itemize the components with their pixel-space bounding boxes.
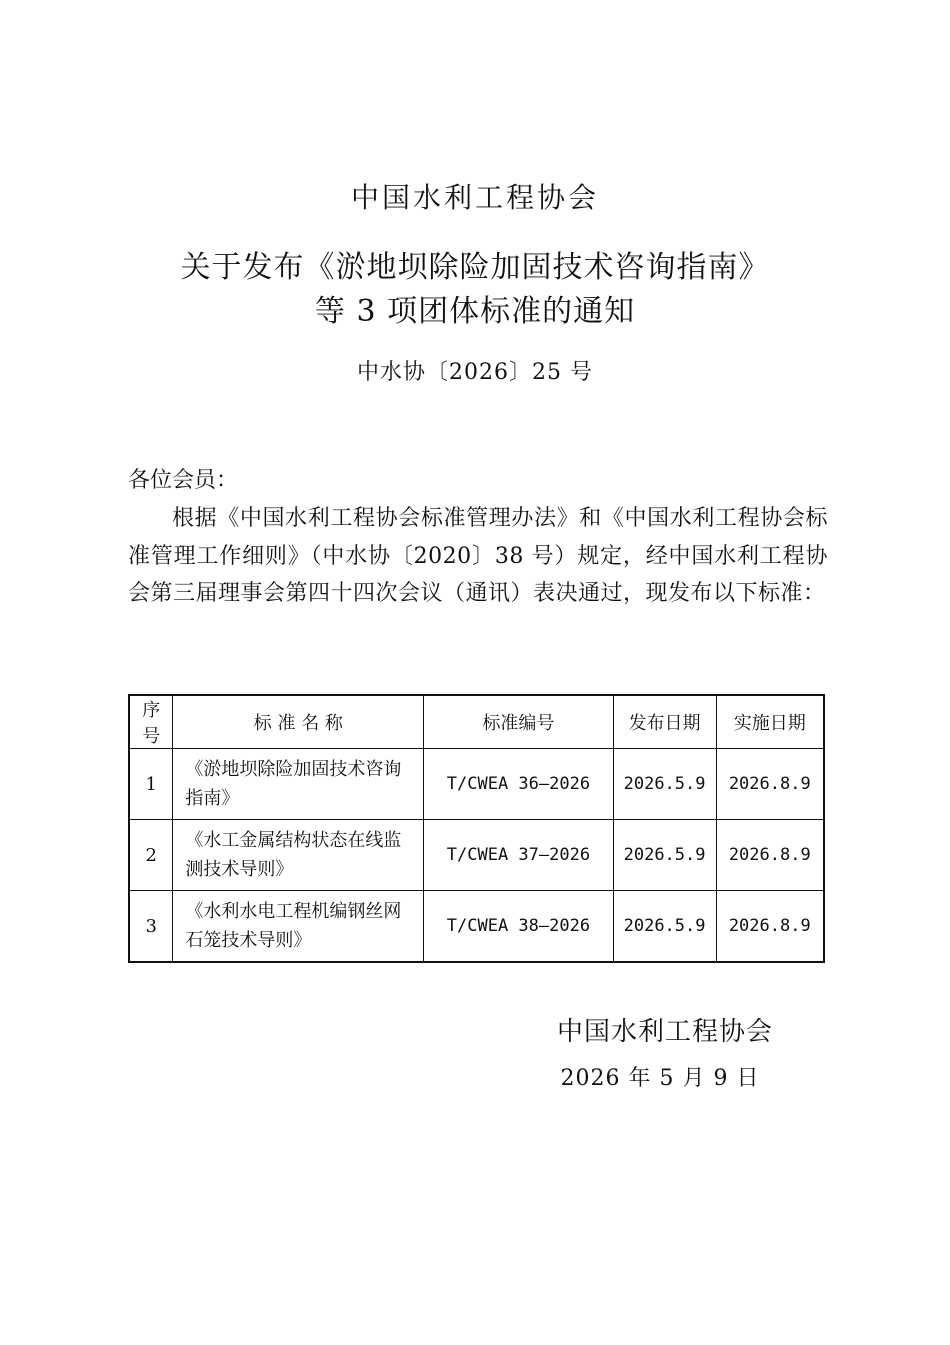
column-header-number: 序号 bbox=[129, 695, 173, 749]
column-header-code: 标准编号 bbox=[424, 695, 613, 749]
document-title-line-1: 关于发布《淤地坝除险加固技术咨询指南》 bbox=[180, 250, 770, 285]
effective-date: 2026.8.9 bbox=[716, 820, 824, 891]
signature-date: 2026 年 5 月 9 日 bbox=[560, 1066, 760, 1091]
table-header-row bbox=[129, 695, 824, 749]
column-header-effective-date: 实施日期 bbox=[716, 695, 824, 749]
issuing-organization-header: 中国水利工程协会 bbox=[350, 181, 599, 214]
publish-date: 2026.5.9 bbox=[613, 820, 716, 891]
row-number: 1 bbox=[129, 749, 173, 820]
salutation: 各位会员： bbox=[128, 468, 239, 493]
document-title-line-2: 等 3 项团体标准的通知 bbox=[314, 294, 636, 329]
publish-date: 2026.5.9 bbox=[613, 891, 716, 963]
standard-code: T/CWEA 36—2026 bbox=[424, 749, 613, 820]
standard-code: T/CWEA 38—2026 bbox=[424, 891, 613, 963]
effective-date: 2026.8.9 bbox=[716, 749, 824, 820]
effective-date: 2026.8.9 bbox=[716, 891, 824, 963]
row-number: 2 bbox=[129, 820, 173, 891]
publish-date: 2026.5.9 bbox=[613, 749, 716, 820]
standard-name: 《淤地坝除险加固技术咨询指南》 bbox=[173, 749, 424, 820]
body-paragraph: 根据《中国水利工程协会标准管理办法》和《中国水利工程协会标准管理工作细则》（中水协〔2020〕38 号）规定，经中国水利工程协会第三届理事会第四十四次会议（通讯）表决通过，现发布以下标准： bbox=[128, 506, 828, 606]
document-title bbox=[0, 246, 950, 334]
table-row bbox=[129, 749, 824, 820]
column-header-name: 标 准 名 称 bbox=[173, 695, 424, 749]
standard-code: T/CWEA 37—2026 bbox=[424, 820, 613, 891]
column-header-publish-date: 发布日期 bbox=[613, 695, 716, 749]
standard-name: 《水利水电工程机编钢丝网石笼技术导则》 bbox=[173, 891, 424, 963]
standard-name: 《水工金属结构状态在线监测技术导则》 bbox=[173, 820, 424, 891]
table-row bbox=[129, 820, 824, 891]
row-number: 3 bbox=[129, 891, 173, 963]
document-number: 中水协〔2026〕25 号 bbox=[357, 360, 593, 385]
signature-organization: 中国水利工程协会 bbox=[556, 1017, 773, 1047]
standards-table bbox=[128, 694, 825, 963]
table-row bbox=[129, 891, 824, 963]
